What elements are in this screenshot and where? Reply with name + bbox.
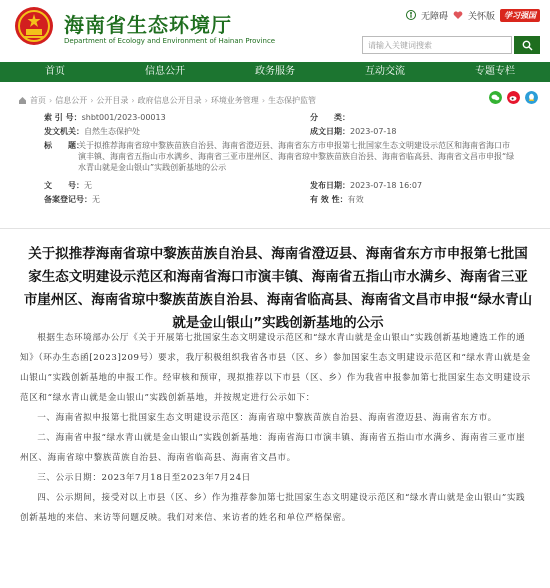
info-pubdate-value: 2023-07-18 16:07 [350, 181, 423, 190]
info-filing-value: 无 [92, 195, 100, 204]
info-validity-value: 有效 [347, 195, 364, 204]
breadcrumb-item-env-business[interactable]: 环境业务管理 [210, 96, 259, 105]
main-nav [0, 62, 550, 82]
breadcrumb-separator: › [204, 96, 208, 105]
info-pubdate-label: 发布日期： [310, 181, 350, 190]
care-mode-link[interactable]: 关怀版 [467, 11, 495, 22]
body-paragraph: 根据生态环境部办公厅《关于开展第七批国家生态文明建设示范区和“绿水青山就是金山银山”实践创新基地遴选工作的通知》（环办生态函[2023]209号）要求，我厅积极组织我省各市县（区、乡）参加国家生态文明建设示范区和“绿水青山就是金山银山”实践创新基地的申报工作。经审核和预审，现拟推荐以下市县（区、乡）作为我省申报参加第七批国家生态文明建设示范区和“绿水青山就是金山银山”实践创新基地，并按规定进行公示如下： [20, 333, 531, 403]
breadcrumb-separator: › [49, 96, 53, 105]
body-paragraph: 三、公示日期：2023年7月18日至2023年7月24日 [37, 473, 251, 483]
info-docno-value: 无 [84, 181, 92, 190]
nav-item-home[interactable]: 首页 [45, 66, 65, 77]
breadcrumb [18, 95, 316, 106]
info-validity-label: 有 效 性： [310, 195, 348, 204]
site-title[interactable]: 海南省生态环境厅 [64, 13, 232, 37]
info-title-value: 关于拟推荐海南省琼中黎族苗族自治县、海南省澄迈县、海南省东方市申报第七批国家生态文明建设示范区和海南省海口市演丰镇、海南省五指山市水满乡、海南省三亚市崖州区、海南省琼中黎族苗族自治县、海南省临高县、海南省文昌市申报“绿水青山就是金山银山”实践创新基地的公示 [78, 141, 515, 172]
info-org-row [44, 126, 140, 137]
info-index-row [44, 112, 166, 123]
info-filing-label: 备案登记号： [44, 195, 92, 204]
breadcrumb-item-gov-catalog[interactable]: 政府信息公开目录 [137, 96, 202, 105]
info-category-label: 分 类： [310, 113, 350, 122]
share-bar [489, 91, 538, 104]
info-docno-label: 文 号： [44, 181, 84, 190]
nav-item-special-topics[interactable]: 专题专栏 [475, 66, 515, 77]
breadcrumb-item-eco-protection[interactable]: 生态保护监管 [268, 96, 317, 105]
qq-icon[interactable] [525, 91, 538, 104]
accessibility-icon [406, 10, 416, 20]
info-index-value: shbt001/2023-00013 [81, 113, 166, 122]
national-emblem-icon[interactable] [14, 6, 54, 46]
wechat-icon[interactable] [489, 91, 502, 104]
info-index-label: 索 引 号： [44, 113, 82, 122]
search-icon [522, 40, 533, 51]
breadcrumb-item-catalog[interactable]: 公开目录 [96, 96, 129, 105]
site-subtitle: Department of Ecology and Environment of Hainan Province [64, 37, 276, 45]
info-docno-row [44, 180, 92, 191]
site-header [0, 0, 550, 60]
body-paragraph: 二、海南省申报“绿水青山就是金山银山”实践创新基地：海南省海口市演丰镇、海南省五指山市水满乡、海南省三亚市崖州区、海南省琼中黎族苗族自治县、海南省临高县、海南省文昌市。 [20, 433, 526, 463]
content-divider [0, 228, 550, 229]
nav-item-interaction[interactable]: 互动交流 [365, 66, 405, 77]
search-button[interactable] [514, 36, 540, 54]
home-icon [18, 96, 27, 105]
heart-icon [453, 10, 463, 20]
document-body [20, 328, 532, 528]
breadcrumb-item-info[interactable]: 信息公开 [55, 96, 88, 105]
breadcrumb-separator: › [90, 96, 94, 105]
info-date-label: 成文日期： [310, 127, 350, 136]
info-org-value: 自然生态保护处 [84, 127, 140, 136]
weibo-icon[interactable] [507, 91, 520, 104]
info-date-value: 2023-07-18 [350, 127, 397, 136]
breadcrumb-home[interactable]: 首页 [30, 96, 46, 105]
xuexi-qiangguo-logo[interactable]: 学习强国 [500, 9, 540, 22]
accessibility-link[interactable]: 无障碍 [420, 11, 448, 22]
document-info-table [44, 108, 516, 208]
top-links [406, 8, 540, 22]
info-filing-row [44, 194, 100, 205]
nav-item-info-disclosure[interactable]: 信息公开 [145, 66, 185, 77]
info-pubdate-row [310, 180, 422, 191]
info-date-row [310, 126, 397, 137]
search-input[interactable]: 请输入关键词搜索 [362, 36, 512, 54]
info-category-row [310, 112, 350, 123]
info-org-label: 发文机关： [44, 127, 84, 136]
body-paragraph: 一、海南省拟申报第七批国家生态文明建设示范区：海南省琼中黎族苗族自治县、海南省澄迈县、海南省东方市。 [37, 413, 497, 423]
document-title: 关于拟推荐海南省琼中黎族苗族自治县、海南省澄迈县、海南省东方市申报第七批国家生态文明建设示范区和海南省海口市演丰镇、海南省五指山市水满乡、海南省三亚市崖州区、海南省琼中黎族苗族自治县、海南省临高县、海南省文昌市申报“绿水青山就是金山银山”实践创新基地的公示 [23, 246, 533, 331]
breadcrumb-separator: › [131, 96, 135, 105]
info-validity-row [310, 194, 364, 205]
nav-item-gov-services[interactable]: 政务服务 [255, 66, 295, 77]
body-paragraph: 四、公示期间，接受对以上市县（区、乡）作为推荐参加第七批国家生态文明建设示范区和“绿水青山就是金山银山”实践创新基地的来信、来访等问题反映。我们对来信、来访者的姓名和单位严格保密。 [20, 493, 526, 523]
info-title-label: 标 题： [44, 141, 84, 150]
breadcrumb-separator: › [261, 96, 266, 105]
